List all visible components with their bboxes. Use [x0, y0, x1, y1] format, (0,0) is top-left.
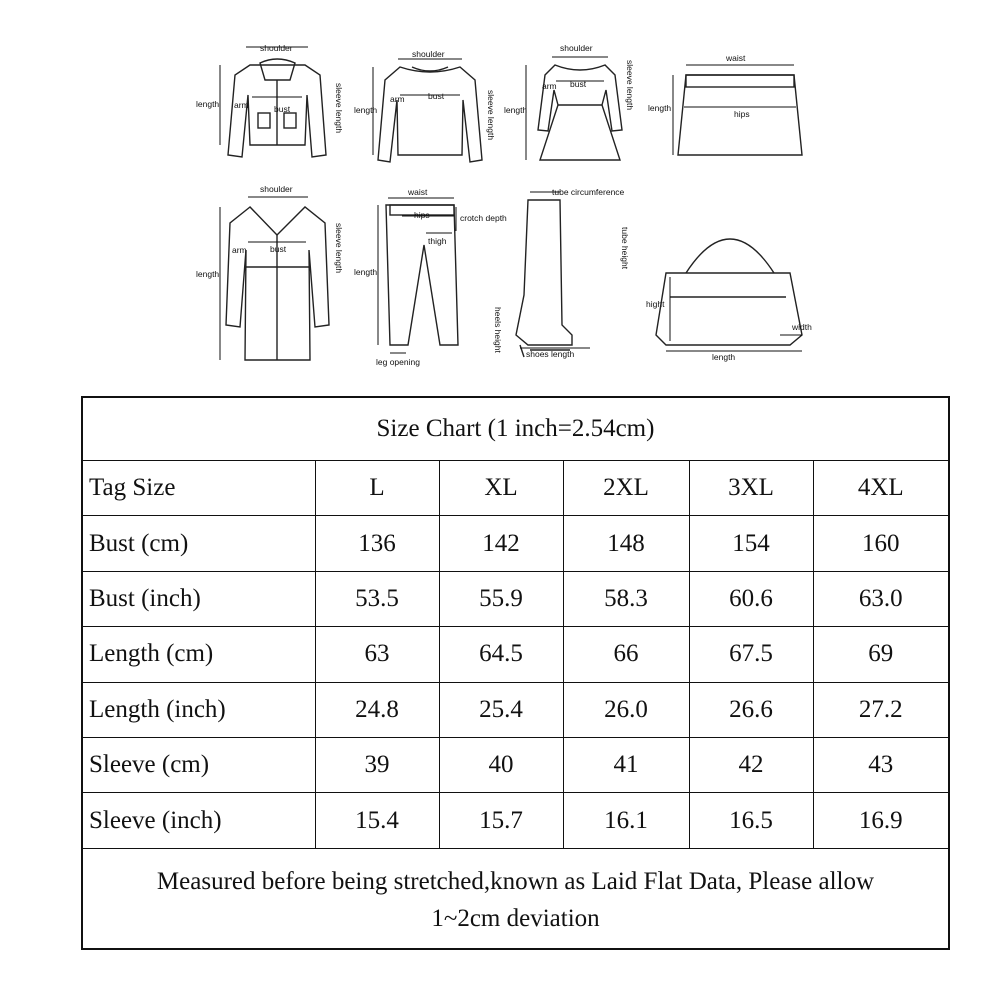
table-cell: 42 — [689, 737, 813, 792]
table-row — [83, 627, 948, 682]
table-cell: 160 — [813, 516, 948, 571]
sweater-arm-label: arm — [390, 94, 405, 104]
jacket-length-label: length — [196, 99, 220, 109]
table-cell: 63 — [315, 627, 439, 682]
table-cell: 26.6 — [689, 682, 813, 737]
jacket-bust-label: bust — [274, 104, 291, 114]
skirt-hips-label: hips — [734, 109, 750, 119]
dress-length-label: length — [504, 105, 528, 115]
table-cell: 15.4 — [315, 793, 439, 848]
table-cell: 148 — [563, 516, 689, 571]
coat-sleeve-label: sleeve length — [334, 223, 344, 274]
pants-hips-label: hips — [414, 210, 430, 220]
pants-diagram — [386, 205, 458, 345]
sweater-bust-label: bust — [428, 91, 445, 101]
bag-diagram — [656, 239, 802, 345]
note-line-1: Measured before being stretched,known as Laid Flat Data, Please allow — [156, 867, 875, 895]
dress-bust-label: bust — [570, 79, 587, 89]
table-cell: 154 — [689, 516, 813, 571]
table-cell: 69 — [813, 627, 948, 682]
coat-arm-label: arm — [232, 245, 247, 255]
header-cell: Tag Size — [83, 461, 315, 516]
table-cell: 142 — [439, 516, 563, 571]
table-cell: 15.7 — [439, 793, 563, 848]
coat-bust-label: bust — [270, 244, 287, 254]
table-cell: 53.5 — [315, 571, 439, 626]
jacket-shoulder-label: shoulder — [260, 43, 293, 53]
size-chart — [81, 396, 950, 950]
coat-diagram — [226, 207, 329, 360]
size-chart-title: Size Chart (1 inch=2.54cm) — [83, 398, 948, 461]
sweater-diagram — [378, 67, 482, 162]
table-cell: 64.5 — [439, 627, 563, 682]
header-row — [83, 461, 948, 516]
bag-width-label: width — [792, 322, 812, 332]
measurement-diagrams — [190, 35, 820, 380]
table-cell: 16.5 — [689, 793, 813, 848]
pants-leg-label: leg opening — [376, 357, 420, 367]
table-cell: 25.4 — [439, 682, 563, 737]
row-label: Length (cm) — [83, 627, 315, 682]
table-cell: 16.9 — [813, 793, 948, 848]
boot-tube-height-label: tube height — [620, 227, 630, 270]
pants-waist-label: waist — [408, 187, 428, 197]
header-cell: L — [315, 461, 439, 516]
table-cell: 55.9 — [439, 571, 563, 626]
header-cell: 2XL — [563, 461, 689, 516]
table-cell: 67.5 — [689, 627, 813, 682]
dress-sleeve-label: sleeve length — [625, 60, 635, 111]
size-table — [83, 460, 948, 849]
boot-heels-label: heels height — [493, 307, 503, 353]
sweater-shoulder-label: shoulder — [412, 49, 445, 59]
jacket-sleeve-label: sleeve length — [334, 83, 344, 134]
header-cell: XL — [439, 461, 563, 516]
dress-shoulder-label: shoulder — [560, 43, 593, 53]
table-cell: 63.0 — [813, 571, 948, 626]
coat-shoulder-label: shoulder — [260, 184, 293, 194]
note-line-2: 1~2cm deviation — [431, 904, 600, 932]
table-cell: 24.8 — [315, 682, 439, 737]
boot-diagram — [516, 200, 575, 359]
skirt-waist-label: waist — [726, 53, 746, 63]
sweater-length-label: length — [354, 105, 378, 115]
sweater-sleeve-label: sleeve length — [486, 90, 496, 141]
dress-arm-label: arm — [542, 81, 557, 91]
table-cell: 16.1 — [563, 793, 689, 848]
table-row — [83, 682, 948, 737]
table-cell: 27.2 — [813, 682, 948, 737]
row-label: Bust (inch) — [83, 571, 315, 626]
coat-length-label: length — [196, 269, 220, 279]
table-cell: 39 — [315, 737, 439, 792]
row-label: Length (inch) — [83, 682, 315, 737]
table-cell: 66 — [563, 627, 689, 682]
header-cell: 3XL — [689, 461, 813, 516]
row-label: Bust (cm) — [83, 516, 315, 571]
table-cell: 58.3 — [563, 571, 689, 626]
table-row — [83, 571, 948, 626]
table-row — [83, 737, 948, 792]
pants-crotch-label: crotch depth — [460, 213, 507, 223]
bag-length-label: length — [712, 352, 736, 362]
row-label: Sleeve (cm) — [83, 737, 315, 792]
table-cell: 40 — [439, 737, 563, 792]
row-label: Sleeve (inch) — [83, 793, 315, 848]
header-cell: 4XL — [813, 461, 948, 516]
table-row — [83, 516, 948, 571]
deviation-note — [83, 851, 948, 948]
boot-tube-circ-label: tube circumference — [552, 187, 625, 197]
table-cell: 43 — [813, 737, 948, 792]
table-cell: 41 — [563, 737, 689, 792]
bag-hight-label: hight — [646, 299, 665, 309]
boot-shoes-length-label: shoes length — [526, 349, 575, 359]
pants-thigh-label: thigh — [428, 236, 447, 246]
pants-length-label: length — [354, 267, 378, 277]
table-row — [83, 793, 948, 848]
jacket-arm-label: arm — [234, 100, 249, 110]
table-cell: 60.6 — [689, 571, 813, 626]
skirt-length-label: length — [648, 103, 672, 113]
table-cell: 136 — [315, 516, 439, 571]
table-cell: 26.0 — [563, 682, 689, 737]
